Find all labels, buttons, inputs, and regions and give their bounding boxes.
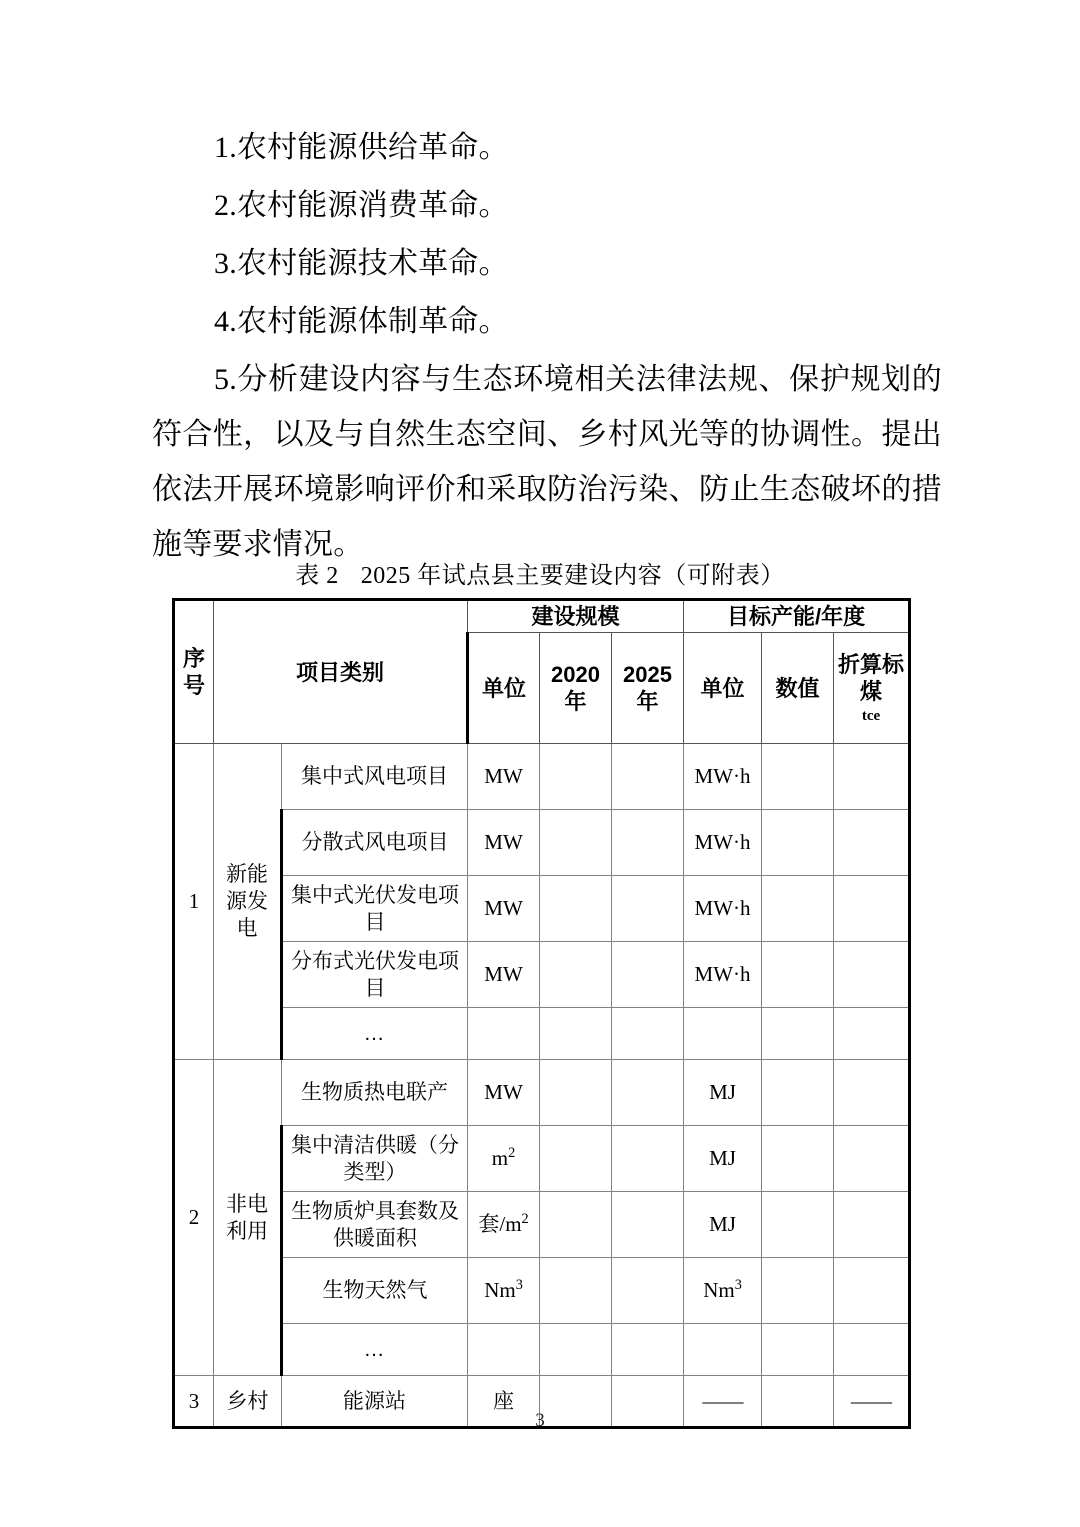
- header-coal-equivalent-label: 折算标煤: [838, 651, 905, 704]
- table-header-row-1: [174, 600, 910, 633]
- cell-coal-equiv: [834, 744, 910, 810]
- cell-year-2025: [612, 744, 684, 810]
- cell-item: 集中式风电项目: [282, 744, 468, 810]
- cell-item: …: [282, 1324, 468, 1376]
- header-year-2025: 2025年: [612, 633, 684, 744]
- cell-unit-output: MJ: [684, 1060, 762, 1126]
- table-caption-title: 2025 年试点县主要建设内容（可附表）: [360, 563, 785, 589]
- table-container: [172, 598, 908, 1429]
- header-seq: 序号: [174, 600, 214, 744]
- table-caption-label: 表 2: [295, 563, 339, 589]
- paragraph-1: 1.农村能源供给革命。: [214, 131, 509, 164]
- cell-item: 分散式风电项目: [282, 810, 468, 876]
- cell-year-2020: [540, 744, 612, 810]
- cell-year-2025: [612, 1060, 684, 1126]
- cell-year-2020: [540, 1060, 612, 1126]
- cell-sequence-number: 2: [174, 1060, 214, 1376]
- header-coal-equivalent-unit: tce: [861, 707, 881, 724]
- cell-value: [762, 1008, 834, 1060]
- table-caption: [0, 561, 1080, 591]
- cell-coal-equiv: [834, 876, 910, 942]
- cell-year-2020: [540, 1258, 612, 1324]
- cell-coal-equiv: [834, 942, 910, 1008]
- cell-coal-equiv: [834, 1060, 910, 1126]
- table-row: [174, 1008, 910, 1060]
- cell-category: 非电利用: [214, 1060, 282, 1376]
- cell-year-2025: [612, 942, 684, 1008]
- cell-value: [762, 1060, 834, 1126]
- table-row: [174, 1192, 910, 1258]
- cell-year-2020: [540, 1192, 612, 1258]
- cell-unit-output: ——: [684, 1376, 762, 1428]
- cell-item: 集中式光伏发电项目: [282, 876, 468, 942]
- cell-category: 新能源发电: [214, 744, 282, 1060]
- cell-year-2020: [540, 942, 612, 1008]
- cell-unit-scale: MW: [468, 942, 540, 1008]
- header-group-scale: 建设规模: [468, 600, 684, 633]
- table-row: [174, 1258, 910, 1324]
- cell-coal-equiv: ——: [834, 1376, 910, 1428]
- body-text: [152, 120, 942, 575]
- cell-coal-equiv: [834, 810, 910, 876]
- page-number: 3: [535, 1410, 545, 1431]
- table-row: [174, 942, 910, 1008]
- cell-coal-equiv: [834, 1258, 910, 1324]
- cell-year-2025: [612, 1324, 684, 1376]
- cell-value: [762, 1324, 834, 1376]
- cell-sequence-number: 3: [174, 1376, 214, 1428]
- cell-unit-output: [684, 1008, 762, 1060]
- cell-unit-scale: 座: [468, 1376, 540, 1428]
- cell-unit-scale: MW: [468, 1060, 540, 1126]
- cell-value: [762, 810, 834, 876]
- cell-category: 乡村: [214, 1376, 282, 1428]
- table-row: [174, 876, 910, 942]
- paragraph-2: 2.农村能源消费革命。: [214, 189, 509, 222]
- cell-item: 生物天然气: [282, 1258, 468, 1324]
- cell-unit-scale: 套$/m^2$: [468, 1192, 540, 1258]
- cell-unit-output: MJ: [684, 1126, 762, 1192]
- cell-item: …: [282, 1008, 468, 1060]
- cell-unit-scale: $m^2$: [468, 1126, 540, 1192]
- table-body: [174, 744, 910, 1428]
- table-row: [174, 744, 910, 810]
- header-category: 项目类别: [214, 600, 468, 744]
- header-unit-output: 单位: [684, 633, 762, 744]
- cell-year-2020: [540, 876, 612, 942]
- cell-item: 生物质炉具套数及供暖面积: [282, 1192, 468, 1258]
- paragraph-3: 3.农村能源技术革命。: [214, 247, 509, 280]
- cell-unit-output: MJ: [684, 1192, 762, 1258]
- cell-coal-equiv: [834, 1192, 910, 1258]
- cell-year-2020: [540, 1008, 612, 1060]
- cell-value: [762, 1192, 834, 1258]
- cell-unit-output: MW·h: [684, 876, 762, 942]
- cell-unit-output: MW·h: [684, 810, 762, 876]
- cell-coal-equiv: [834, 1126, 910, 1192]
- table-row: [174, 1126, 910, 1192]
- cell-value: [762, 942, 834, 1008]
- cell-unit-output: Nm$^3$: [684, 1258, 762, 1324]
- cell-value: [762, 1258, 834, 1324]
- table-row: [174, 1060, 910, 1126]
- header-coal-equivalent: [834, 633, 910, 744]
- cell-unit-scale: Nm$^3$: [468, 1258, 540, 1324]
- cell-year-2025: [612, 1192, 684, 1258]
- cell-unit-scale: MW: [468, 876, 540, 942]
- cell-unit-output: MW·h: [684, 942, 762, 1008]
- cell-value: [762, 744, 834, 810]
- cell-item: 分布式光伏发电项目: [282, 942, 468, 1008]
- cell-year-2025: [612, 1126, 684, 1192]
- cell-year-2025: [612, 810, 684, 876]
- paragraph-4: 4.农村能源体制革命。: [214, 305, 509, 338]
- cell-value: [762, 876, 834, 942]
- cell-year-2025: [612, 1008, 684, 1060]
- cell-unit-scale: [468, 1008, 540, 1060]
- construction-content-table: [172, 598, 911, 1429]
- cell-sequence-number: 1: [174, 744, 214, 1060]
- paragraph-5: 5.分析建设内容与生态环境相关法律法规、保护规划的符合性，以及与自然生态空间、乡村风光等的协调性。提出依法开展环境影响评价和采取防治污染、防止生态破坏的措施等要求情况。: [152, 363, 942, 561]
- cell-item: 生物质热电联产: [282, 1060, 468, 1126]
- header-group-output: 目标产能/年度: [684, 600, 910, 633]
- header-year-2020: 2020年: [540, 633, 612, 744]
- cell-unit-output: [684, 1324, 762, 1376]
- cell-unit-scale: [468, 1324, 540, 1376]
- cell-item: 集中清洁供暖（分类型）: [282, 1126, 468, 1192]
- table-row: [174, 1324, 910, 1376]
- header-value: 数值: [762, 633, 834, 744]
- table-header: [174, 600, 910, 744]
- cell-item: 能源站: [282, 1376, 468, 1428]
- cell-unit-scale: MW: [468, 810, 540, 876]
- cell-year-2020: [540, 1324, 612, 1376]
- cell-year-2025: [612, 1258, 684, 1324]
- cell-coal-equiv: [834, 1008, 910, 1060]
- cell-year-2020: [540, 1126, 612, 1192]
- cell-unit-output: MW·h: [684, 744, 762, 810]
- cell-year-2020: [540, 810, 612, 876]
- cell-value: [762, 1126, 834, 1192]
- cell-unit-scale: MW: [468, 744, 540, 810]
- header-unit-scale: 单位: [468, 633, 540, 744]
- table-row: [174, 810, 910, 876]
- cell-coal-equiv: [834, 1324, 910, 1376]
- cell-year-2025: [612, 876, 684, 942]
